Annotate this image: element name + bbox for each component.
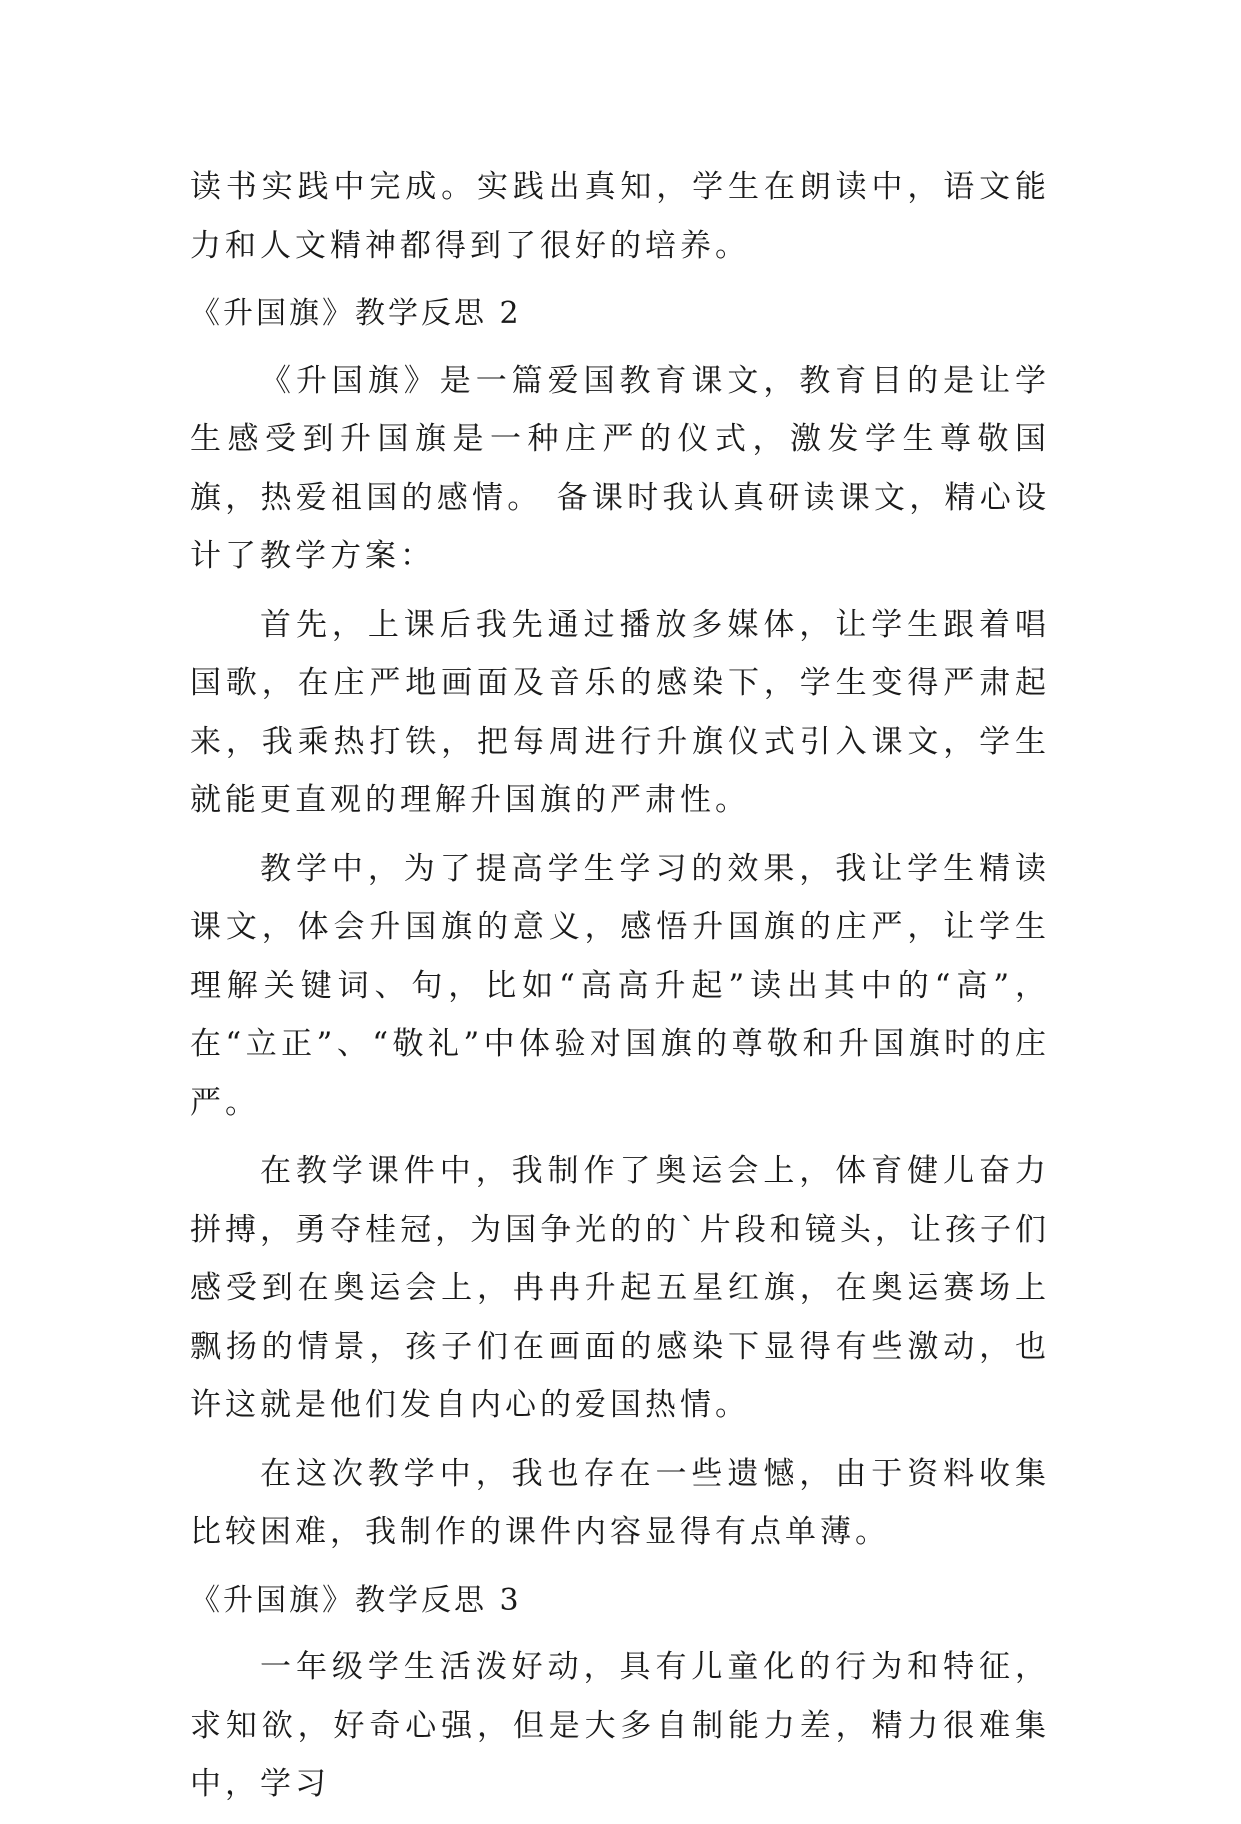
paragraph-teaching: 教学中，为了提高学生学习的效果，我让学生精读课文，体会升国旗的意义，感悟升国旗的庄严，让学生理解关键词、句，比如“高高升起”读出其中的“高”，在“立正”、“敬礼”中体验对国旗的尊敬和升国旗时的庄严。 xyxy=(190,850,1050,1121)
paragraph-intro: 《升国旗》是一篇爱国教育课文，教育目的是让学生感受到升国旗是一种庄严的仪式，激发学生尊敬国旗，热爱祖国的感情。 备课时我认真研读课文，精心设计了教学方案： xyxy=(190,362,1050,574)
document-body xyxy=(190,158,1050,1824)
paragraph-regret: 在这次教学中，我也存在一些遗憾，由于资料收集比较困难，我制作的课件内容显得有点单薄。 xyxy=(190,1455,1050,1550)
section-heading-2: 《升国旗》教学反思 2 xyxy=(190,296,522,331)
section-heading-3: 《升国旗》教学反思 3 xyxy=(190,1582,522,1618)
paragraph-continued: 读书实践中完成。实践出真知，学生在朗读中，语文能力和人文精神都得到了很好的培养。 xyxy=(190,169,1050,264)
paragraph-courseware: 在教学课件中，我制作了奥运会上，体育健儿奋力拼搏，勇夺桂冠，为国争光的的`片段和镜头，让孩子们感受到在奥运会上，冉冉升起五星红旗，在奥运赛场上飘扬的情景，孩子们在画面的感染下显得有些激动，也许这就是他们发自内心的爱国热情。 xyxy=(190,1153,1050,1423)
paragraph-first: 首先，上课后我先通过播放多媒体，让学生跟着唱国歌，在庄严地画面及音乐的感染下，学生变得严肃起来，我乘热打铁，把每周进行升旗仪式引入课文，学生就能更直观的理解升国旗的严肃性。 xyxy=(190,606,1050,818)
paragraph-grade-one: 一年级学生活泼好动，具有儿童化的行为和特征，求知欲，好奇心强，但是大多自制能力差，精力很难集中，学习 xyxy=(190,1649,1050,1802)
